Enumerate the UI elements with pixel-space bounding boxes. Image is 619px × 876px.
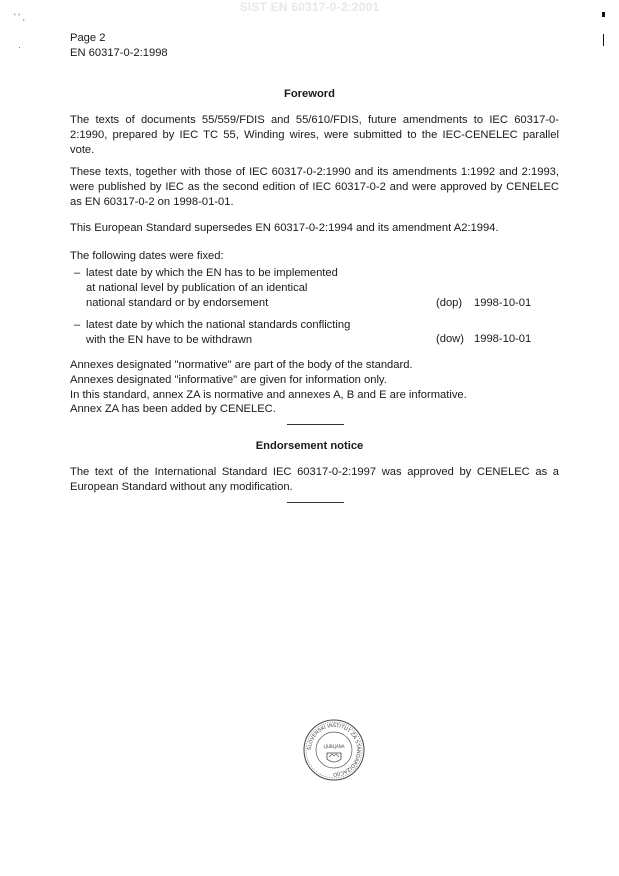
seal-inner-text: LJUBLJANA: [323, 744, 345, 749]
date-item-line: national standard or by endorsement: [86, 296, 269, 309]
institute-seal: [303, 719, 365, 781]
date-item-dow: [74, 318, 544, 348]
scan-mark-top-right: [602, 12, 605, 17]
foreword-paragraph-3: This European Standard supersedes EN 60317-0-2:1994 and its amendment A2:1994.: [70, 222, 499, 234]
seal-outer-text: SLOVENSKI INŠTITUT ZA STANDARDIZACIJO: [306, 722, 362, 778]
page-number: Page 2: [70, 32, 106, 44]
date-item-dop: [74, 266, 544, 311]
foreword-heading: Foreword: [284, 88, 335, 100]
scan-speck-left: ·: [18, 42, 21, 52]
endorsement-text: The text of the International Standard IEC 60317-0-2:1997 was approved by CENELEC as a European Standard without any modification.: [70, 466, 559, 493]
endorsement-paragraph: [70, 465, 559, 495]
date-value: 1998-10-01: [474, 297, 532, 309]
annex-line: In this standard, annex ZA is normative and annexes A, B and E are informative.: [70, 388, 467, 401]
foreword-paragraph-2-text: These texts, together with those of IEC 60317-0-2:1990 and its amendments 1:1992 and 2:1993, were published by IEC as the second edition of IEC 60317-0-2 and were approved by CENELEC as EN 60317-0-2 on 1998-01-01.: [70, 166, 559, 208]
scan-speck-top-left: ' ' ,: [14, 12, 25, 22]
endorsement-heading: Endorsement notice: [255, 440, 364, 452]
seal-mountain-icon: [329, 754, 339, 757]
annex-notes: [70, 358, 590, 417]
date-item-line: latest date by which the national standards conflicting: [86, 319, 351, 331]
date-code: (dop): [436, 297, 463, 309]
date-item-line: latest date by which the EN has to be implemented: [86, 267, 338, 279]
date-code: (dow): [436, 333, 464, 345]
section-divider: [287, 424, 344, 425]
date-item-line: at national level by publication of an identical: [86, 281, 308, 294]
foreword-paragraph-1: [70, 113, 559, 157]
list-dash: –: [74, 267, 81, 279]
date-item-line: with the EN have to be withdrawn: [86, 333, 253, 346]
foreword-paragraph-2: [70, 165, 559, 209]
scan-mark-right-line: [603, 34, 604, 46]
end-divider: [287, 502, 344, 503]
date-value: 1998-10-01: [474, 333, 532, 345]
date-item-text: [86, 318, 386, 348]
seal-outer-ring: [304, 720, 364, 780]
document-id: EN 60317-0-2:1998: [70, 46, 168, 59]
seal-graphic: [303, 719, 365, 781]
annex-line: Annexes designated "informative" are given for information only.: [70, 373, 387, 386]
foreword-paragraph-1-text: The texts of documents 55/559/FDIS and 55/610/FDIS, future amendments to IEC 60317-0-2:1990, prepared by IEC TC 55, Winding wires, were submitted to the IEC-CENELEC parallel vote.: [70, 114, 559, 156]
seal-inner-ring: [316, 732, 352, 768]
list-dash: –: [74, 319, 81, 331]
date-item-text: [86, 266, 386, 310]
seal-shield-icon: [327, 753, 341, 762]
watermark: SIST EN 60317-0-2:2001: [239, 0, 380, 14]
annex-line: Annexes designated "normative" are part of the body of the standard.: [70, 359, 413, 371]
dates-intro: The following dates were fixed:: [70, 250, 224, 262]
page-header: [70, 31, 168, 61]
annex-line: Annex ZA has been added by CENELEC.: [70, 403, 276, 416]
seal-dotted-ring: [306, 722, 362, 778]
